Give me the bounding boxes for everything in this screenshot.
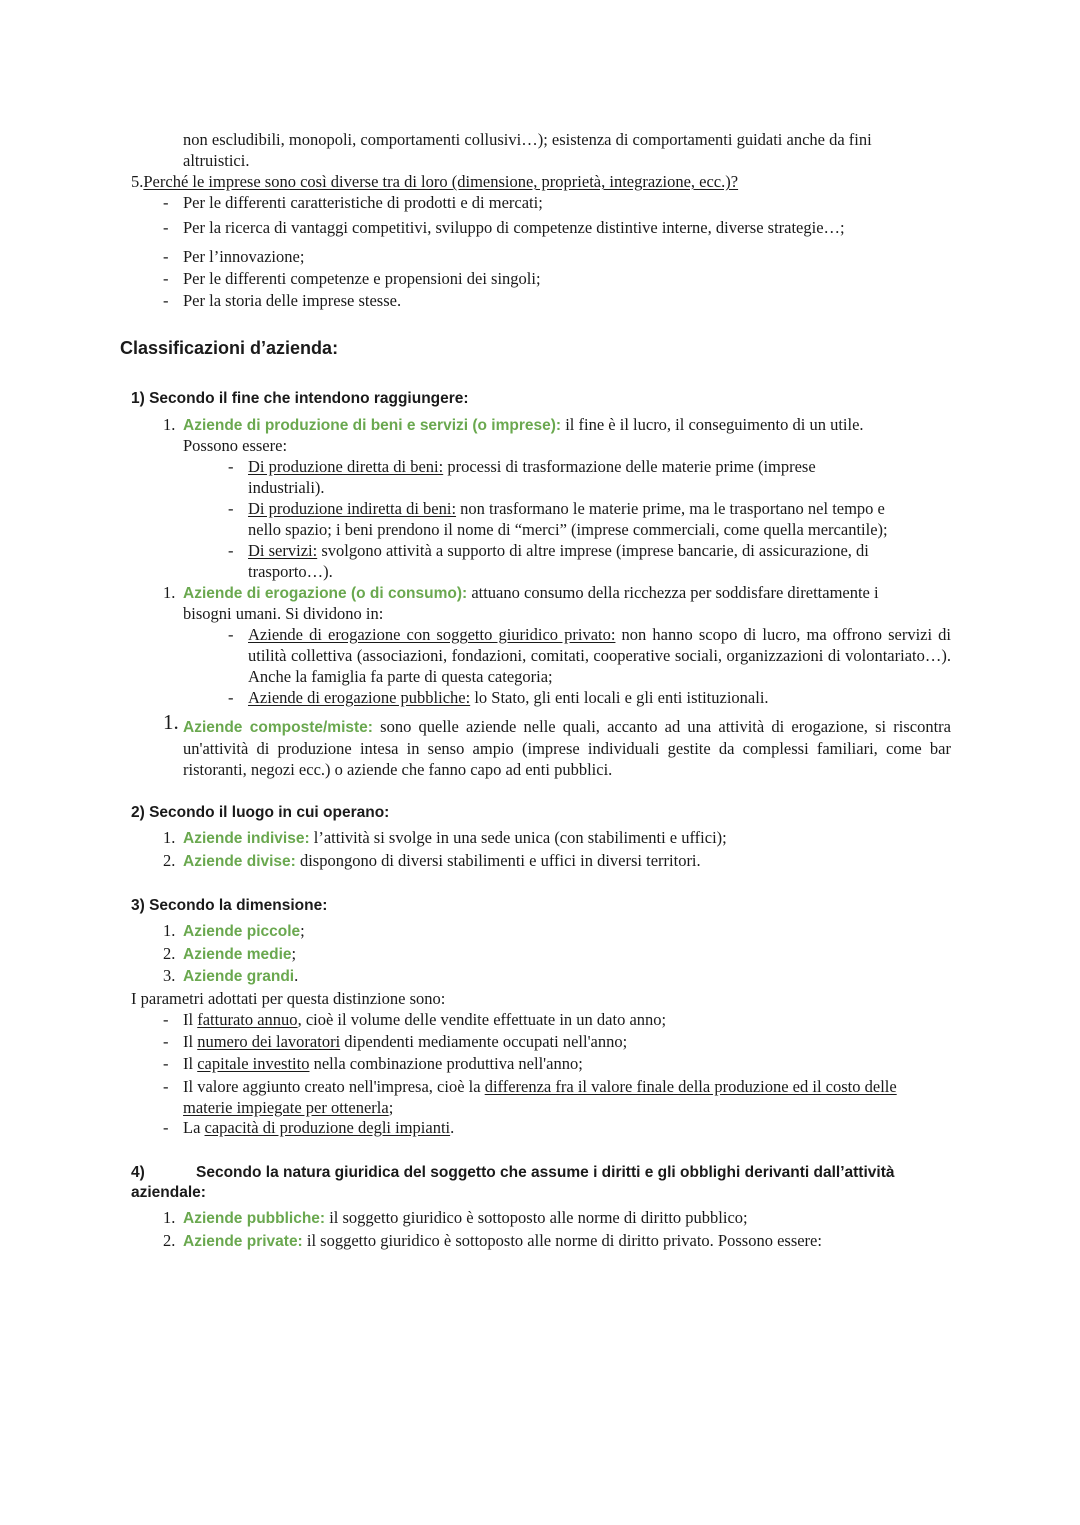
sub-item: - Di produzione diretta di beni: processi di trasformazione delle materie prime (imprese [228, 457, 816, 476]
dash-bullet-icon: - [163, 218, 169, 237]
param-item-cont: materie impiegate per ottenerla; [183, 1098, 394, 1117]
term-highlight: Aziende indivise: [183, 830, 310, 847]
list-item: 2. Aziende private: il soggetto giuridico è sottoposto alle norme di diritto privato. Possono essere: [163, 1231, 822, 1250]
dash-bullet-icon: - [228, 457, 234, 476]
criterion-3-heading: 3) Secondo la dimensione: [131, 897, 328, 914]
term-highlight: Aziende pubbliche: [183, 1210, 326, 1227]
dash-bullet-icon: - [163, 1077, 169, 1096]
sub-item: - Di produzione indiretta di beni: non trasformano le materie prime, ma le trasportano nel tempo e [228, 499, 885, 518]
list-item: - Per la storia delle imprese stesse. [163, 291, 402, 310]
sub-item: - Di servizi: svolgono attività a supporto di altre imprese (imprese bancarie, di assicurazione, di [228, 541, 869, 560]
list-item: - Per la ricerca di vantaggi competitivi, sviluppo di competenze distintive interne, diverse strategie…; [163, 218, 845, 237]
sub-item: Aziende di erogazione con soggetto giuridico privato: non hanno scopo di lucro, ma offrono servizi di utilità collettiva (associazioni, fondazioni, comitati, cooperative sociali, organizzazioni di volontariato…). Anche la famiglia fa parte di questa categoria; [248, 625, 951, 686]
params-intro: I parametri adottati per questa distinzione sono: [131, 989, 446, 1008]
dash-bullet-icon: - [163, 291, 169, 310]
param-item: - La capacità di produzione degli impianti. [163, 1118, 455, 1137]
criterion-1-heading: 1) Secondo il fine che intendono raggiungere: [131, 390, 469, 407]
list-item: - Per l’innovazione; [163, 247, 305, 266]
list-item: - Per le differenti caratteristiche di prodotti e di mercati; [163, 193, 543, 212]
term-highlight: Aziende di produzione di beni e servizi (o imprese): [183, 417, 562, 434]
category-desc: Possono essere: [183, 436, 288, 455]
dash-bullet-icon: - [228, 499, 234, 518]
list-item: 1. Aziende pubbliche: il soggetto giuridico è sottoposto alle norme di diritto pubblico; [163, 1208, 748, 1227]
term-highlight: Aziende di erogazione (o di consumo): [183, 585, 468, 602]
criterion-2-heading: 2) Secondo il luogo in cui operano: [131, 804, 390, 821]
sub-item-cont: trasporto…). [248, 562, 333, 581]
dash-bullet-icon: - [228, 625, 234, 644]
list-number: 1. [163, 710, 179, 734]
category-mixed: Aziende composte/miste: sono quelle aziende nelle quali, accanto ad una attività di erogazione, si riscontra un'attività di produzione intesa in senso ampio (imprese individuali gestite da complessi familiari, come bar ristoranti, negozi ecc.) o aziende che fanno capo ad enti pubblici. [183, 717, 951, 779]
sub-item: - Aziende di erogazione pubbliche: lo Stato, gli enti locali e gli enti istituzionali. [228, 688, 769, 707]
term-highlight: Aziende divise: [183, 853, 296, 870]
term-highlight: Aziende grandi [183, 968, 295, 985]
list-item: - Per le differenti competenze e propensioni dei singoli; [163, 269, 541, 288]
dash-bullet-icon: - [163, 1054, 169, 1073]
param-item: - Il numero dei lavoratori dipendenti mediamente occupati nell'anno; [163, 1032, 628, 1051]
category-erogazione: 1. Aziende di erogazione (o di consumo): attuano consumo della ricchezza per soddisfare direttamente i [163, 583, 879, 602]
dash-bullet-icon: - [163, 1010, 169, 1029]
dash-bullet-icon: - [163, 247, 169, 266]
criterion-4-number: 4) [131, 1164, 145, 1181]
criterion-4-heading: Secondo la natura giuridica del soggetto che assume i diritti e gli obblighi derivanti dall’attività [196, 1164, 895, 1181]
question-number: 5. [131, 172, 144, 191]
dash-bullet-icon: - [163, 269, 169, 288]
list-item: 1. Aziende piccole; [163, 921, 305, 940]
list-item: 2. Aziende medie; [163, 944, 297, 963]
dash-bullet-icon: - [163, 1032, 169, 1051]
param-item: - Il capitale investito nella combinazione produttiva nell'anno; [163, 1054, 583, 1073]
param-item: - Il valore aggiunto creato nell'impresa, cioè la differenza fra il valore finale della produzione ed il costo delle [163, 1077, 897, 1096]
term-highlight: Aziende composte/miste: [183, 719, 373, 736]
criterion-4-heading-cont: aziendale: [131, 1184, 206, 1201]
category-production: 1. Aziende di produzione di beni e servizi (o imprese): il fine è il lucro, il conseguimento di un utile. [163, 415, 864, 434]
intro-line-2: altruistici. [183, 151, 250, 170]
param-item: - Il fatturato annuo, cioè il volume delle vendite effettuate in un dato anno; [163, 1010, 667, 1029]
category-desc: bisogni umani. Si dividono in: [183, 604, 384, 623]
sub-item-cont: nello spazio; i beni prendono il nome di “merci” (imprese commerciali, come quella mercantile); [248, 520, 888, 539]
list-item: 3. Aziende grandi. [163, 966, 299, 985]
dash-bullet-icon: - [163, 1118, 169, 1137]
dash-bullet-icon: - [163, 193, 169, 212]
question-text: Perché le imprese sono così diverse tra di loro (dimensione, proprietà, integrazione, ecc.)? [143, 172, 739, 191]
term-highlight: Aziende medie [183, 946, 292, 963]
list-item: 1. Aziende indivise: l’attività si svolge in una sede unica (con stabilimenti e uffici); [163, 828, 727, 847]
dash-bullet-icon: - [228, 541, 234, 560]
intro-line-1: non escludibili, monopoli, comportamenti collusivi…); esistenza di comportamenti guidati anche da fini [183, 130, 872, 149]
list-item: 2. Aziende divise: dispongono di diversi stabilimenti e uffici in diversi territori. [163, 851, 701, 870]
section-title: Classificazioni d’azienda: [120, 338, 339, 358]
term-highlight: Aziende piccole [183, 923, 301, 940]
question-5 [131, 171, 738, 192]
sub-item-cont: industriali). [248, 478, 325, 497]
term-highlight: Aziende private: [183, 1233, 303, 1250]
dash-bullet-icon: - [228, 688, 234, 707]
